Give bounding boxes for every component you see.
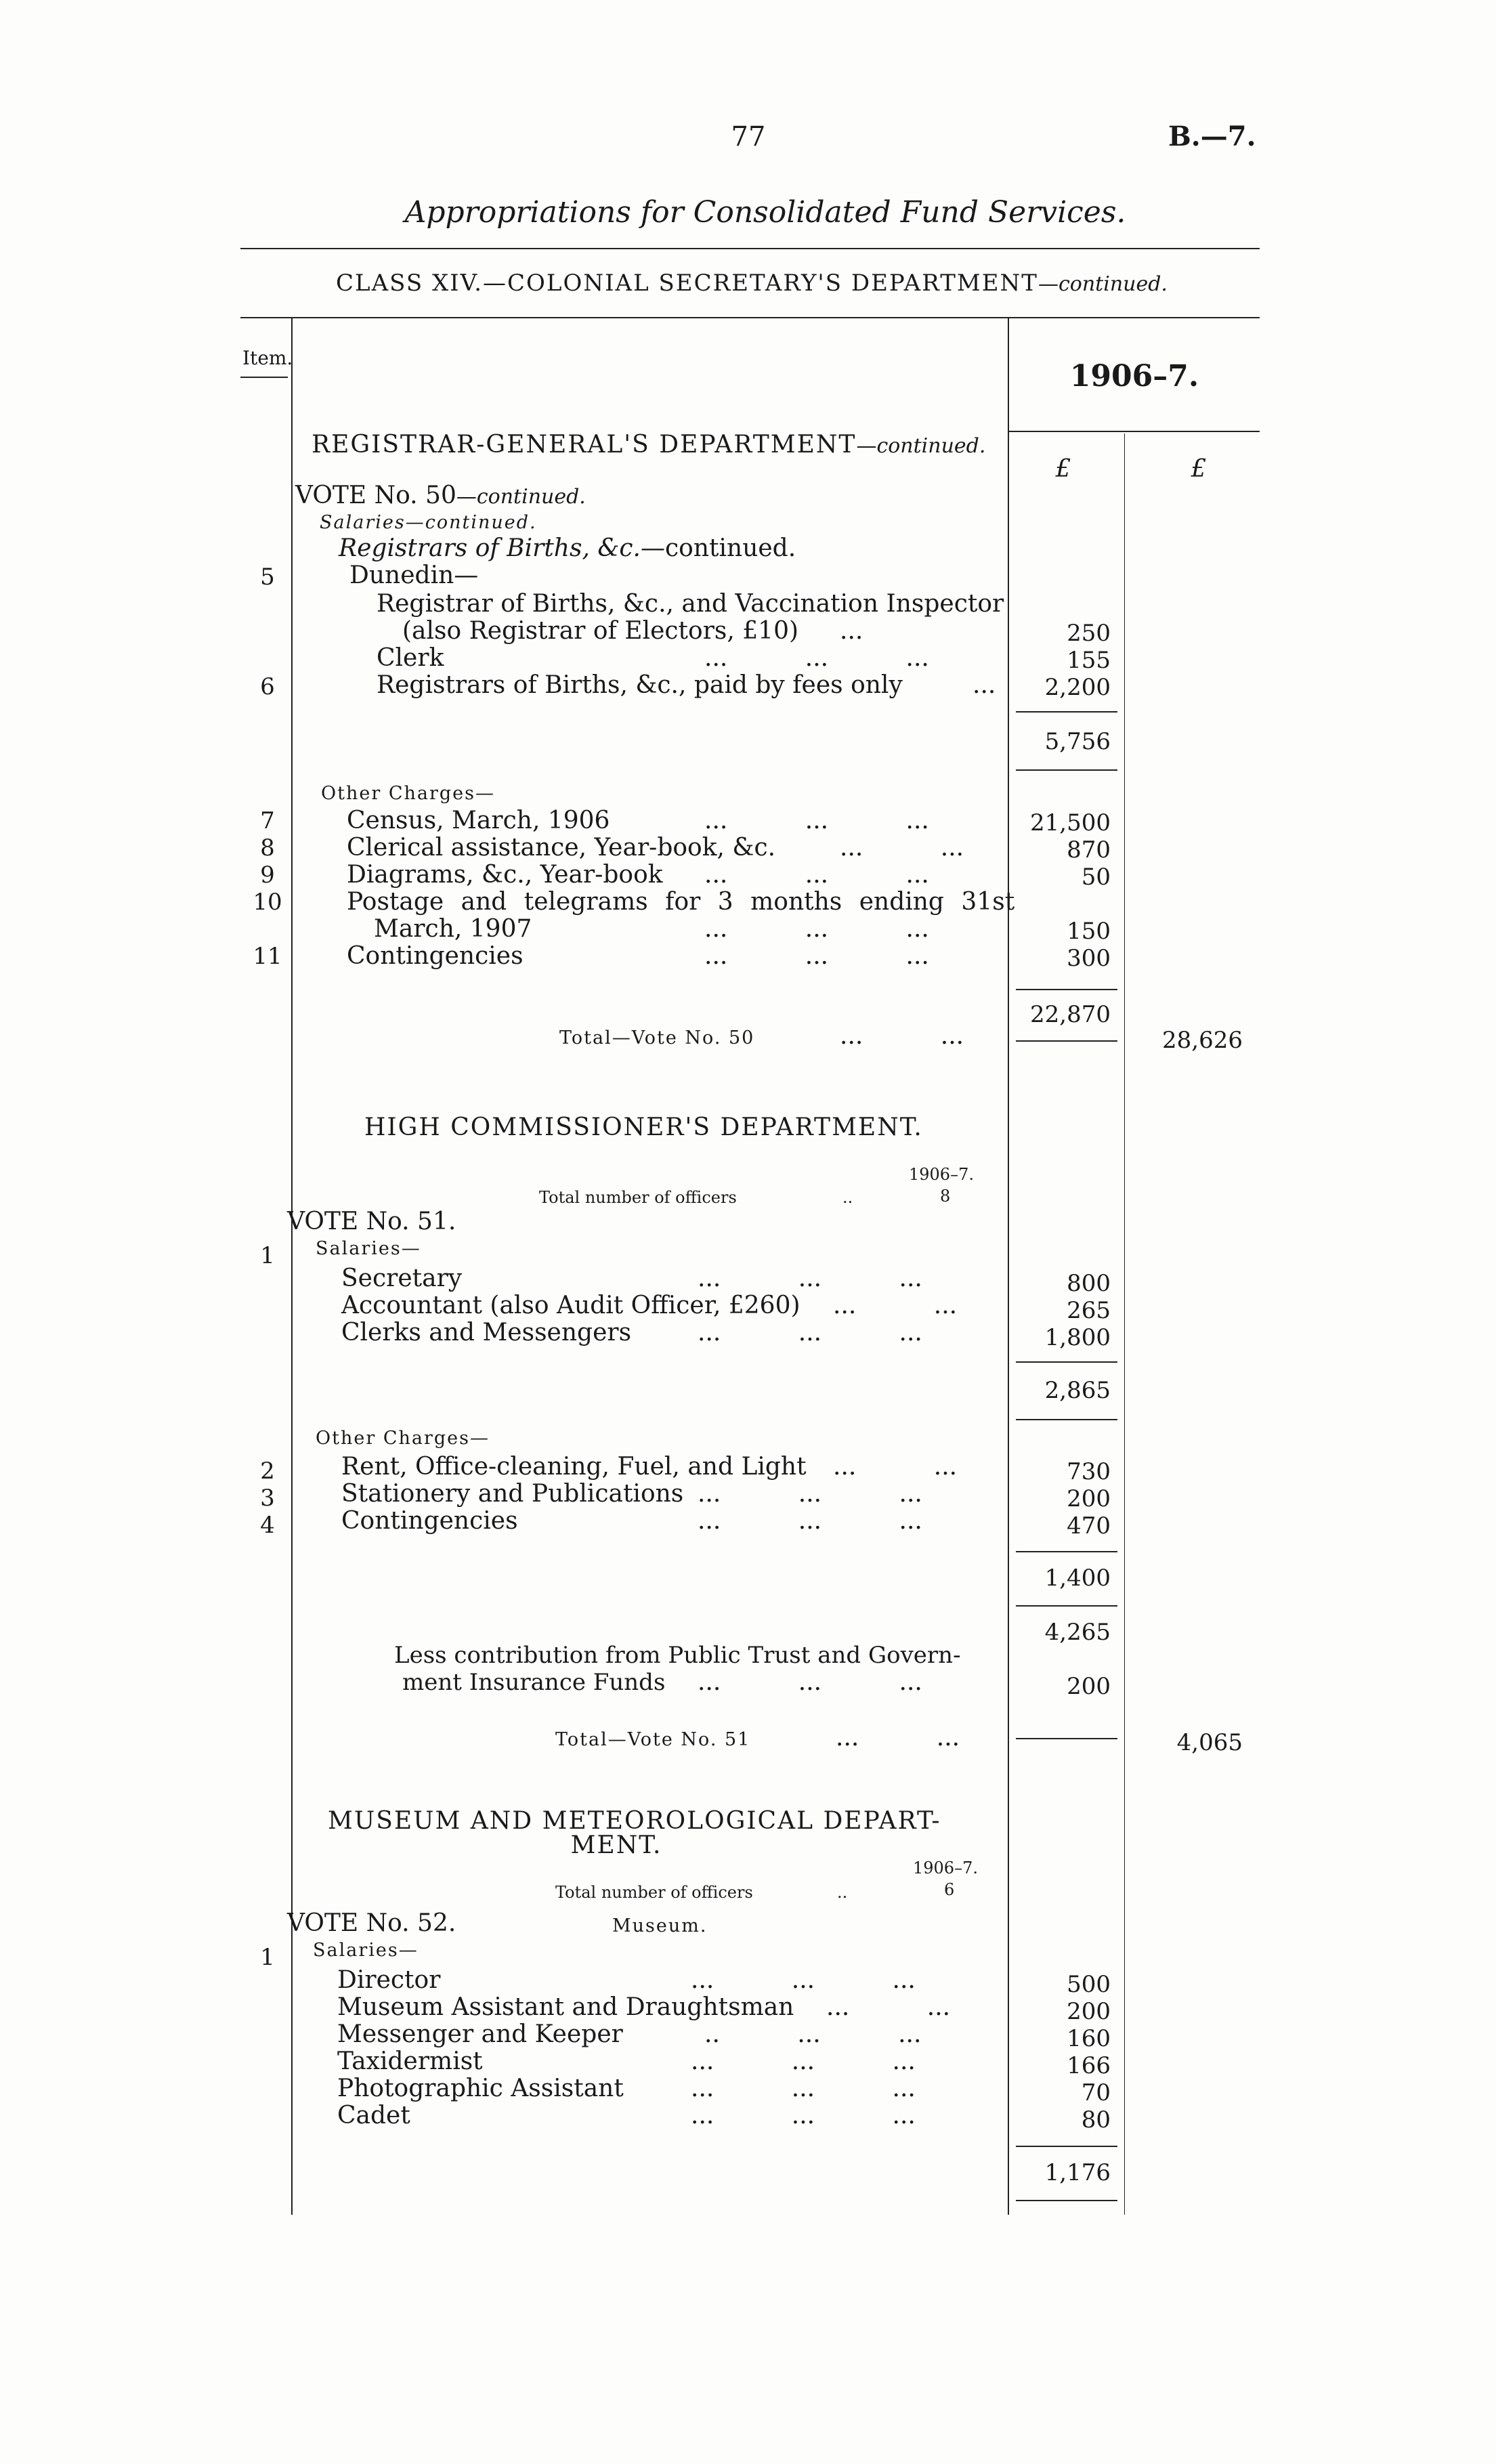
amount: 160 (1067, 2025, 1111, 2052)
line-label: Cadet (337, 2102, 410, 2129)
section-heading-museum: MUSEUM AND METEOROLOGICAL DEPART- (328, 1807, 941, 1835)
salaries-heading: Salaries— (316, 1238, 421, 1259)
pound-sign-1: £ (1055, 455, 1071, 483)
item-number: 9 (260, 862, 275, 889)
amount: 265 (1067, 1297, 1111, 1324)
subtotal-rule (1016, 2146, 1117, 2147)
dot-leader: ... ... ... (704, 915, 929, 943)
amount: 166 (1067, 2052, 1111, 2079)
officers-label: Total number of officers (539, 1188, 737, 1207)
subtotal-rule (1016, 1738, 1117, 1739)
title-rule (240, 248, 1260, 249)
line-label: Clerical assistance, Year-book, &c. (347, 834, 776, 862)
registrars-subheading: Registrars of Births, &c.—continued. (339, 534, 796, 562)
item-number: 2 (260, 1458, 275, 1485)
amount: 200 (1067, 1673, 1111, 1700)
amount: 200 (1067, 1998, 1111, 2025)
dot-leader: ... ... (833, 1292, 958, 1319)
amount: 150 (1067, 918, 1111, 945)
page-number: 77 (731, 121, 766, 152)
class-heading: CLASS XIV.—COLONIAL SECRETARY'S DEPARTMENT—continued. (336, 270, 1168, 297)
amount: 2,200 (1044, 674, 1111, 701)
line-label: Rent, Office-cleaning, Fuel, and Light (341, 1453, 807, 1481)
item-number: 1 (260, 1242, 275, 1269)
dot-leader: ... ... ... (691, 1966, 916, 1994)
subtotal-rule (1016, 1361, 1117, 1363)
subtotal-amount: 1,400 (1044, 1565, 1111, 1592)
dot-leader: ... ... ... (698, 1319, 922, 1346)
total-amount: 28,626 (1162, 1027, 1243, 1054)
line-label: Messenger and Keeper (337, 2020, 623, 2048)
item-heading-rule (240, 377, 288, 378)
amount: 800 (1067, 1270, 1111, 1297)
line-label: Contingencies (341, 1507, 518, 1535)
subtotal-rule (1016, 1419, 1117, 1420)
amount: 21,500 (1030, 809, 1111, 836)
line-label: Contingencies (347, 942, 523, 970)
amount: 870 (1067, 836, 1111, 864)
amount-column-rule (1008, 318, 1009, 2215)
document-reference: B.—7. (1168, 121, 1256, 152)
item-column-label: Item. (242, 347, 293, 369)
dot-leader: ... ... ... (704, 644, 929, 672)
officers-count: 8 (940, 1187, 951, 1206)
officers-label: Total number of officers (555, 1883, 753, 1902)
section-heading-registrar: REGISTRAR-GENERAL'S DEPARTMENT—continued. (312, 431, 986, 459)
dunedin-label: Dunedin— (349, 561, 479, 589)
dot-leader: ... ... ... (698, 1480, 922, 1508)
salaries-heading: Salaries—continued. (320, 512, 537, 533)
line-label: Director (337, 1966, 441, 1994)
amount: 155 (1067, 647, 1111, 674)
item-number: 11 (253, 943, 282, 970)
dot-leader: ... ... ... (698, 1507, 922, 1535)
dot-leader: .. (837, 1883, 848, 1902)
line-label: Postage and telegrams for 3 months ending 31st (347, 888, 1015, 916)
line-label: Taxidermist (337, 2047, 483, 2075)
line-label: Census, March, 1906 (347, 807, 610, 834)
dot-leader: ... (973, 671, 996, 699)
dot-leader: ... ... ... (698, 1265, 922, 1292)
amount: 300 (1067, 945, 1111, 972)
line-label: Registrar of Births, &c., and Vaccination Inspector (377, 590, 1004, 618)
item-number: 3 (260, 1485, 275, 1512)
line-label: Less contribution from Public Trust and Govern- (394, 1642, 961, 1669)
line-label: (also Registrar of Electors, £10) (402, 617, 799, 645)
dot-leader: ... ... ... (704, 861, 929, 889)
dot-leader: ... ... ... (691, 2047, 916, 2075)
dot-leader: ... ... ... (698, 1668, 922, 1696)
dot-leader: .. ... ... (704, 2020, 922, 2048)
line-label: Clerks and Messengers (341, 1319, 632, 1346)
item-number: 6 (260, 673, 275, 700)
line-label: Clerk (377, 644, 444, 672)
dot-leader: ... ... (833, 1453, 958, 1481)
amount: 250 (1067, 620, 1111, 647)
item-number: 4 (260, 1512, 275, 1539)
vote-heading-52: VOTE No. 52. (287, 1909, 456, 1937)
salaries-heading: Salaries— (313, 1940, 419, 1961)
pound-sign-2: £ (1191, 455, 1207, 483)
dot-leader: ... (840, 617, 863, 645)
line-label: Stationery and Publications (341, 1480, 684, 1508)
amount: 80 (1081, 2106, 1111, 2133)
subtotal-rule (1016, 989, 1117, 990)
year-label: 1906–7. (909, 1165, 974, 1184)
dot-leader: ... ... ... (704, 807, 929, 834)
amount: 1,800 (1044, 1324, 1111, 1351)
subtotal-column-rule (1124, 433, 1125, 2215)
dot-leader: ... ... (840, 834, 964, 862)
subtotal-amount: 4,265 (1044, 1619, 1111, 1646)
vote-heading-51: VOTE No. 51. (287, 1208, 456, 1235)
subtotal-rule (1016, 711, 1117, 713)
dot-leader: ... ... (836, 1724, 960, 1751)
dot-leader: ... ... ... (691, 2102, 916, 2129)
subtotal-rule (1016, 2200, 1117, 2201)
line-label: Registrars of Births, &c., paid by fees only (377, 671, 903, 699)
year-label: 1906–7. (913, 1858, 978, 1877)
subtotal-amount: 5,756 (1044, 728, 1111, 755)
line-label: Photographic Assistant (337, 2075, 624, 2102)
amount: 70 (1081, 2079, 1111, 2106)
total-amount: 4,065 (1176, 1729, 1243, 1756)
year-heading: 1906–7. (1069, 359, 1199, 394)
amount: 500 (1067, 1971, 1111, 1998)
dot-leader: ... ... ... (704, 942, 929, 970)
item-number: 1 (260, 1944, 275, 1971)
line-label: Secretary (341, 1265, 463, 1292)
line-label: Museum Assistant and Draughtsman (337, 1993, 794, 2021)
subtotal-rule (1016, 1605, 1117, 1607)
subtotal-amount: 1,176 (1044, 2159, 1111, 2186)
section-heading-museum-cont: MENT. (570, 1831, 662, 1859)
amount: 470 (1067, 1512, 1111, 1539)
subtotal-rule (1016, 1551, 1117, 1552)
dot-leader: ... ... ... (691, 2075, 916, 2102)
item-number: 8 (260, 834, 275, 862)
vote-heading-50: VOTE No. 50—continued. (295, 482, 586, 509)
dot-leader: ... ... (826, 1993, 951, 2021)
item-number: 5 (260, 564, 275, 591)
line-label: ment Insurance Funds (402, 1669, 666, 1696)
amount: 730 (1067, 1458, 1111, 1485)
item-number: 7 (260, 807, 275, 834)
line-label: Diagrams, &c., Year-book (347, 861, 663, 889)
subtotal-amount: 2,865 (1044, 1377, 1111, 1404)
page-title: Appropriations for Consolidated Fund Services. (404, 195, 1126, 230)
amount: 200 (1067, 1485, 1111, 1512)
total-label: Total—Vote No. 51 (555, 1729, 751, 1750)
total-label: Total—Vote No. 50 (559, 1027, 755, 1048)
other-charges-heading: Other Charges— (321, 783, 496, 804)
section-heading-high-commissioner: HIGH COMMISSIONER'S DEPARTMENT. (364, 1113, 923, 1141)
dot-leader: .. (842, 1188, 853, 1207)
amount: 50 (1081, 864, 1111, 891)
table-top-rule (240, 317, 1260, 318)
subtotal-amount: 22,870 (1030, 1001, 1111, 1028)
item-number: 10 (253, 889, 282, 916)
line-label: Accountant (also Audit Officer, £260) (341, 1292, 800, 1319)
museum-subheading: Museum. (612, 1915, 708, 1936)
other-charges-heading: Other Charges— (316, 1428, 490, 1449)
subtotal-rule (1016, 769, 1117, 771)
year-heading-rule (1008, 431, 1260, 432)
officers-count: 6 (944, 1880, 955, 1899)
line-label: March, 1907 (374, 915, 532, 943)
dot-leader: ... ... (840, 1022, 964, 1050)
subtotal-rule (1016, 1040, 1117, 1042)
